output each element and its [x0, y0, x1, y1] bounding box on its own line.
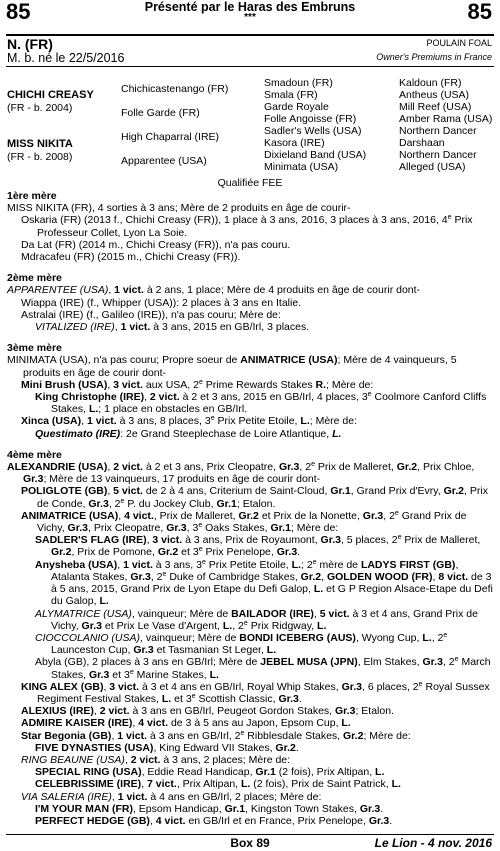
produce-entry: Oskaria (FR) (2013 f., Chichi Creasy (FR)), 1 place à 3 ans, 2016, 3 places à 3 ans, 2016, 4e Prix Professeur Collet, Lyon La Soie. — [21, 214, 473, 239]
dam-paragraph: MINIMATA (USA), n'a pas couru; Propre soeur de ANIMATRICE (USA); Mère de 4 vainqueurs, 5 produits en âge de courir dont- — [7, 354, 457, 379]
produce-entry: CELEBRISSIME (IRE), 7 vict., Prix Altipan, L. (2 fois), Prix de Saint Patrick, L. — [35, 778, 401, 791]
pedigree-gen2: Apparentee (USA) — [121, 155, 207, 167]
section-heading-third-dam: 3ème mère — [7, 342, 62, 355]
pedigree-gen4: Kaldoun (FR) — [399, 77, 462, 89]
sale-name-date: Le Lion - 4 nov. 2016 — [374, 836, 492, 850]
box-number: Box 89 — [230, 836, 270, 850]
produce-entry: ADMIRE KAISER (IRE), 4 vict. de 3 à 5 ans au Japon, Epsom Cup, L. — [21, 717, 351, 730]
header-divider — [6, 34, 494, 36]
pedigree-gen3: Folle Angoisse (FR) — [264, 113, 357, 125]
produce-entry: SADLER'S FLAG (IRE), 3 vict. à 3 ans, Prix de Royaumont, Gr.3, 5 places, 2e Prix de Malleret, Gr.2, Prix de Pomone, Gr.2 et 3e Prix Penelope, Gr.3. — [35, 534, 481, 559]
pedigree-gen2: Folle Garde (FR) — [121, 107, 200, 119]
dam-name: MISS NIKITA — [7, 138, 73, 150]
dam-paragraph: MISS NIKITA (FR), 4 sorties à 3 ans; Mère de 2 produits en âge de courir- — [7, 202, 351, 215]
pedigree-gen4: Alleged (USA) — [399, 161, 466, 173]
produce-entry: Astralai (IRE) (f., Galileo (IRE)), n'a pas couru; Mère de: — [21, 308, 281, 321]
pedigree-gen4: Amber Rama (USA) — [399, 113, 493, 125]
produce-entry: Anysheba (USA), 1 vict. à 3 ans, 3e Prix Petite Etoile, L.; 2e mère de LADYS FIRST (GB), Atalanta Stakes, Gr.3, 2e Duke of Cambridge Stakes, Gr.2, GOLDEN WOOD (FR), 8 vict. de 3 à 5 ans, 2015, Grand Prix de Lyon Etape du Defi Galop, L. et G P Region Alsace-Etape du Defi du Galop, L. — [35, 558, 493, 608]
produce-entry: Abyla (GB), 2 places à 3 ans en GB/Irl; Mère de JEBEL MUSA (JPN), Elm Stakes, Gr.3, 2e March Stakes, Gr.3 et 3e Marine Stakes, L. — [35, 656, 491, 681]
stars: *** — [244, 12, 256, 23]
produce-entry: I'M YOUR MAN (FR), Epsom Handicap, Gr.1, Kingston Town Stakes, Gr.3. — [35, 802, 384, 815]
lot-number-right: 85 — [467, 0, 492, 24]
produce-entry: ALEXIUS (IRE), 2 vict. à 3 ans en GB/Irl, Peugeot Gordon Stakes, Gr.3; Etalon. — [21, 705, 394, 718]
pedigree-gen3: Minimata (USA) — [264, 161, 339, 173]
produce-entry: Mdracafeu (FR) (2015 m., Chichi Creasy (FR)). — [21, 251, 241, 264]
pedigree-gen4: Northern Dancer — [399, 149, 477, 161]
produce-entry: King Christophe (IRE), 2 vict. à 2 et 3 ans, 2015 en GB/Irl, 4 places, 3e Coolmore Canford Cliffs Stakes, L.; 1 place en obstacles en GB/Irl. — [35, 391, 487, 416]
produce-entry: Xinca (USA), 1 vict. à 3 ans, 8 places, 3e Prix Petite Etoile, L.; Mère de: — [21, 415, 358, 428]
produce-entry: ANIMATRICE (USA), 4 vict., Prix de Malleret, Gr.2 et Prix de la Nonette, Gr.3, 2e Grand Prix de Vichy, Gr.3, Prix Cleopatre, Gr.3, 3e Oaks Stakes, Gr.1; Mère de: — [21, 509, 467, 535]
section-heading-fourth-dam: 4ème mère — [7, 448, 62, 461]
dam-paragraph: APPARENTEE (USA), 1 vict. à 2 ans, 1 place; Mère de 4 produits en âge de courir dont- — [7, 284, 421, 297]
produce-entry: RING BEAUNE (USA), 2 vict. à 3 ans, 2 places; Mère de: — [21, 753, 291, 766]
horse-sex: POULAIN FOAL — [426, 38, 492, 48]
section-heading-second-dam: 2ème mère — [7, 272, 62, 285]
produce-entry: Questimato (IRE): 2e Grand Steeplechase de Loire Atlantique, L. — [35, 427, 342, 440]
sire-name: CHICHI CREASY — [7, 89, 94, 101]
pedigree-gen3: Smadoun (FR) — [264, 77, 333, 89]
owner-premiums-note: Owner's Premiums in France — [376, 52, 492, 62]
pedigree-gen4: Antheus (USA) — [399, 89, 470, 101]
pedigree-gen4: Darshaan — [399, 137, 445, 149]
produce-entry: KING ALEX (GB), 3 vict. à 3 et 4 ans en GB/Irl, Royal Whip Stakes, Gr.3, 6 places, 2e Royal Sussex Regiment Festival Stakes, L. et 3e Scottish Classic, Gr.3. — [21, 680, 490, 705]
pedigree-gen3: Sadler's Wells (USA) — [264, 125, 362, 137]
pedigree-gen3: Dixieland Band (USA) — [264, 149, 367, 161]
pedigree-top-divider — [6, 66, 494, 67]
produce-entry: Star Begonia (GB), 1 vict. à 3 ans en GB/Irl, 2e Ribblesdale Stakes, Gr.2; Mère de: — [21, 729, 411, 742]
produce-entry: VITALIZED (IRE), 1 vict. à 3 ans, 2015 en GB/Irl, 3 places. — [35, 321, 310, 334]
pedigree-gen2: Chichicastenango (FR) — [121, 83, 229, 95]
sire-birth: (FR - b. 2004) — [7, 102, 73, 114]
produce-entry: VIA SALERIA (IRE), 1 vict. à 4 ans en GB/Irl, 2 places; Mère de: — [21, 790, 322, 803]
pedigree-gen3: Kasora (IRE) — [264, 137, 325, 149]
pedigree-gen4: Northern Dancer — [399, 125, 477, 137]
dam-birth: (FR - b. 2008) — [7, 151, 73, 163]
pedigree-gen3: Smala (FR) — [264, 89, 318, 101]
section-heading-first-dam: 1ère mère — [7, 190, 57, 202]
produce-entry: PERFECT HEDGE (GB), 4 vict. en GB/Irl et en France, Prix Penelope, Gr.3. — [35, 814, 393, 827]
pedigree-gen2: High Chaparral (IRE) — [121, 131, 220, 143]
footer-divider — [6, 834, 494, 835]
lot-number-left: 85 — [6, 0, 31, 24]
produce-entry: Wiappa (IRE) (f., Whipper (USA)): 2 places à 3 ans en Italie. — [21, 296, 302, 309]
produce-entry: Da Lat (FR) (2014 m., Chichi Creasy (FR)), n'a pas couru. — [21, 238, 291, 251]
produce-entry: SPECIAL RING (USA), Eddie Read Handicap, Gr.1 (2 fois), Prix Altipan, L. — [35, 766, 385, 779]
produce-entry: POLIGLOTE (GB), 5 vict. de 2 à 4 ans, Criterium de Saint-Cloud, Gr.1, Grand Prix d'Evry, Gr.2, Prix de Conde, Gr.3, 2e P. du Jockey Club, Gr.1; Etalon. — [21, 485, 488, 510]
produce-entry: FIVE DYNASTIES (USA), King Edward VII Stakes, Gr.2. — [35, 741, 299, 754]
produce-entry: Mini Brush (USA), 3 vict. aux USA, 2e Prime Rewards Stakes R.; Mère de: — [21, 378, 374, 391]
consignor-title: Présenté par le Haras des Embruns — [144, 0, 356, 14]
qualification: Qualifiée FEE — [217, 177, 283, 189]
pedigree-gen4: Mill Reef (USA) — [399, 101, 472, 113]
female-line — [7, 190, 495, 827]
produce-entry: CIOCCOLANIO (USA), vainqueur; Mère de BONDI ICEBERG (AUS), Wyong Cup, L., 2e Launceston Cup, Gr.3 et Tasmanian St Leger, L. — [35, 631, 448, 657]
dam-paragraph: ALEXANDRIE (USA), 2 vict. à 2 et 3 ans, Prix Cleopatre, Gr.3, 2e Prix de Malleret, Gr.2, Prix Chloe, Gr.3; Mère de 13 vainqueurs, 17 produits en âge de courir dont- — [7, 461, 475, 486]
horse-name: N. (FR) — [7, 36, 53, 52]
pedigree-gen3: Garde Royale — [264, 101, 329, 113]
produce-entry: ALYMATRICE (USA), vainqueur; Mère de BAILADOR (IRE), 5 vict. à 3 et 4 ans, Grand Prix de Vichy, Gr.3 et Prix Le Vase d'Argent, L., 2e Prix Ridgway, L. — [35, 607, 478, 632]
horse-birth: M. b. né le 22/5/2016 — [7, 51, 125, 65]
